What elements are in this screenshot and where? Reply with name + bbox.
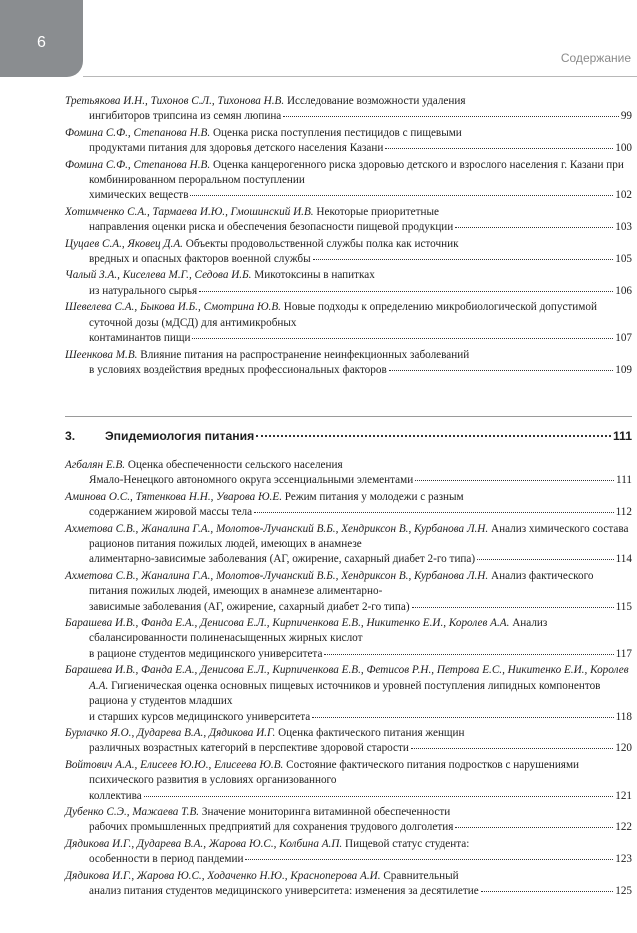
- entry-authors: Аминова О.С., Тятенкова Н.Н., Уварова Ю.Е.: [65, 490, 282, 503]
- entry-page: 120: [615, 742, 632, 755]
- dot-leader: [245, 859, 613, 860]
- toc-entry[interactable]: [65, 458, 632, 489]
- entry-title-end: Ямало-Ненецкого автономного округа эссенциальными элементами: [89, 474, 414, 487]
- entry-authors: Шевелева С.А., Быкова И.Б., Смотрина Ю.В.: [65, 301, 281, 314]
- section-page: 111: [613, 429, 632, 443]
- entry-page: 117: [615, 647, 632, 660]
- section-number: 3.: [65, 429, 76, 443]
- entry-authors: Цуцаев С.А., Яковец Д.А.: [65, 237, 183, 250]
- entry-page: 103: [615, 221, 632, 234]
- toc-entry[interactable]: [65, 726, 632, 757]
- entry-page: 100: [615, 142, 632, 155]
- entry-authors: Шеенкова М.В.: [65, 348, 138, 361]
- dot-leader: [455, 227, 613, 228]
- entry-page: 105: [615, 253, 632, 266]
- entry-title-end: рабочих промышленных предприятий для сохранения трудового долголетия: [89, 821, 454, 834]
- dot-leader: [199, 291, 613, 292]
- dot-leader: [283, 116, 619, 117]
- entry-authors: Чалый З.А., Киселева М.Г., Седова И.Б.: [65, 269, 252, 282]
- entry-title: Оценка обеспеченности сельского населения: [127, 459, 343, 471]
- dot-leader: [415, 480, 614, 481]
- entry-page: 114: [615, 553, 632, 566]
- entry-authors: Ахметова С.В., Жаналина Г.А., Молотов-Лучанский В.Б., Хендриксон В., Курбанова Л.Н.: [65, 569, 489, 582]
- entry-title-end: анализ питания студентов медицинского университета: изменения за десятилетие: [89, 884, 479, 897]
- entry-title: Новые подходы к определению микробиологической допустимой суточной дозы (мДСД) для антимикробных: [89, 301, 597, 329]
- entry-authors: Дядикова И.Г., Дударева В.А., Жарова Ю.С., Колбина А.П.: [65, 837, 343, 850]
- dot-leader: [190, 195, 613, 196]
- entry-title-end: из натурального сырья: [89, 284, 198, 297]
- entry-page: 125: [615, 884, 632, 897]
- section-divider: [65, 416, 632, 417]
- dot-leader: [313, 259, 614, 260]
- entry-authors: Фомина С.Ф., Степанова Н.В.: [65, 126, 211, 139]
- toc-list-top: [65, 94, 632, 379]
- toc-entry[interactable]: [65, 805, 632, 836]
- entry-title-end: контаминантов пищи: [89, 332, 191, 345]
- entry-title-end: зависимые заболевания (АГ, ожирение, сахарный диабет 2-го типа): [89, 600, 410, 613]
- entry-title: Оценка риска поступления пестицидов с пищевыми: [212, 126, 462, 139]
- entry-title-end: ингибиторов трипсина из семян люпина: [89, 110, 282, 123]
- toc-entry[interactable]: [65, 490, 632, 521]
- entry-authors: Дядикова И.Г., Жарова Ю.С., Ходаченко Н.Ю., Красноперова А.И.: [65, 869, 381, 882]
- entry-title-end: вредных и опасных факторов военной службы: [89, 253, 311, 266]
- dot-leader: [312, 717, 613, 718]
- entry-title: Состояние фактического питания подростков с нарушениями психического развития в условиях организованного: [89, 758, 580, 787]
- entry-title-end: и старших курсов медицинского университета: [89, 710, 311, 723]
- running-title: Содержание: [560, 51, 631, 65]
- entry-title-end: направления оценки риска и обеспечения безопасности пищевой продукции: [89, 221, 454, 234]
- entry-last-line: [89, 600, 632, 615]
- entry-title-end: особенности в период пандемии: [89, 853, 244, 866]
- dot-leader: [412, 607, 614, 608]
- toc-entry[interactable]: [65, 348, 632, 379]
- entry-last-line: [89, 220, 632, 235]
- entry-last-line: [89, 284, 632, 299]
- entry-title: Оценка фактического питания женщин: [278, 726, 465, 739]
- toc-entry[interactable]: [65, 126, 632, 157]
- entry-authors: Дубенко С.Э., Мажаева Т.В.: [65, 805, 200, 818]
- toc-entry[interactable]: [65, 569, 632, 615]
- entry-title: Режим питания у молодежи с разным: [284, 490, 464, 503]
- entry-title-end: продуктами питания для здоровья детского населения Казани: [89, 142, 384, 155]
- dot-leader: [192, 338, 613, 339]
- entry-page: 121: [615, 789, 632, 802]
- entry-last-line: [89, 141, 632, 156]
- entry-title: Анализ химического состава рационов питания пожилых людей, имеющих в анамнезе: [89, 522, 629, 551]
- dot-leader: [411, 748, 613, 749]
- entry-page: 102: [615, 189, 632, 202]
- dot-leader: [389, 370, 613, 371]
- entry-authors: Фомина С.Ф., Степанова Н.В.: [65, 158, 211, 171]
- entry-page: 111: [616, 474, 632, 487]
- toc-entry[interactable]: [65, 237, 632, 268]
- entry-title-end: содержанием жировой массы тела: [89, 506, 253, 519]
- dot-leader: [481, 891, 614, 892]
- entry-title: Пищевой статус студента:: [345, 837, 470, 850]
- entry-title: Гигиеническая оценка основных пищевых источников и уровней поступления липидных компонентов рациона у студентов младших: [89, 679, 601, 708]
- entry-title: Микотоксины в напитках: [254, 269, 375, 282]
- toc-entry[interactable]: [65, 837, 632, 868]
- section-heading[interactable]: [65, 429, 632, 443]
- dot-leader: [324, 654, 613, 655]
- dot-leader: [455, 827, 613, 828]
- entry-authors: Агбалян Е.В.: [65, 459, 126, 471]
- entry-title: Оценка канцерогенного риска здоровью детского и взрослого населения г. Казани при комбинированном пероральном поступлении: [89, 158, 624, 187]
- entry-title: Объекты продовольственной службы полка как источник: [185, 237, 459, 250]
- entry-title-end: в рационе студентов медицинского университета: [89, 647, 323, 660]
- entry-last-line: [89, 331, 632, 346]
- entry-title-end: химических веществ: [89, 189, 189, 202]
- entry-authors: Хотимченко С.А., Тармаева И.Ю., Гмошинский И.В.: [65, 205, 314, 218]
- entry-authors: Войтович А.А., Елисеев Ю.Ю., Елисеева Ю.В.: [65, 758, 284, 771]
- entry-page: 107: [615, 332, 632, 345]
- entry-authors: Барашева И.В., Фанда Е.А., Денисова Е.Л., Кирпиченкова Е.В., Никитенко Е.И., Королев А.А.: [65, 617, 510, 630]
- entry-page: 122: [615, 821, 632, 834]
- entry-last-line: [89, 188, 632, 203]
- toc-entry[interactable]: [65, 869, 632, 900]
- entry-title: Сравнительный: [383, 869, 459, 882]
- dot-leader: [254, 512, 614, 513]
- entry-last-line: [89, 552, 632, 567]
- entry-last-line: [89, 789, 632, 804]
- entry-title: Анализ фактического питания пожилых людей, имеющих в анамнезе алиментарно-: [89, 569, 594, 598]
- section-title: Эпидемиология питания: [105, 429, 255, 443]
- entry-authors: Барашева И.В., Фанда Е.А., Денисова Е.Л., Кирпиченкова Е.В., Фетисов Р.Н., Петрова Е.С., Никитенко Е.И., Королев А.А.: [65, 664, 629, 692]
- entry-authors: Бурлачко Я.О., Дударева В.А., Дядикова И.Г.: [65, 726, 276, 739]
- entry-page: 99: [620, 110, 632, 123]
- page-number-tab: [0, 0, 83, 77]
- entry-title: Исследование возможности удаления: [286, 95, 466, 107]
- entry-page: 115: [615, 600, 632, 613]
- entry-title-end: коллектива: [89, 789, 142, 802]
- toc-entry[interactable]: [65, 158, 632, 204]
- entry-last-line: [89, 109, 632, 124]
- entry-last-line: [89, 741, 632, 756]
- toc-entry[interactable]: [65, 205, 632, 236]
- entry-last-line: [89, 363, 632, 378]
- toc-entry[interactable]: [65, 522, 632, 568]
- page-number: 6: [37, 34, 46, 51]
- toc-list-bottom: [65, 458, 632, 900]
- entry-last-line: [89, 852, 632, 867]
- toc-entry[interactable]: [65, 300, 632, 346]
- entry-last-line: [89, 647, 632, 662]
- toc-entry[interactable]: [65, 94, 632, 125]
- entry-page: 123: [615, 853, 632, 866]
- entry-title: Значение мониторинга витаминной обеспеченности: [201, 805, 451, 818]
- entry-last-line: [89, 884, 632, 899]
- entry-authors: Третьякова И.Н., Тихонов С.Л., Тихонова Н.В.: [65, 95, 285, 107]
- entry-title: Анализ сбалансированности полиненасыщенных жирных кислот: [89, 617, 548, 645]
- entry-page: 112: [615, 506, 632, 519]
- toc-entry[interactable]: [65, 268, 632, 299]
- entry-last-line: [89, 252, 632, 267]
- entry-last-line: [89, 710, 632, 725]
- header-divider: [83, 76, 637, 77]
- entry-page: 118: [615, 710, 632, 723]
- toc-entry[interactable]: [65, 758, 632, 804]
- entry-title-end: в условиях воздействия вредных профессиональных факторов: [89, 363, 387, 376]
- entry-last-line: [89, 473, 632, 488]
- entry-last-line: [89, 505, 632, 520]
- entry-page: 106: [615, 284, 632, 297]
- entry-title-end: алиментарно-зависимые заболевания (АГ, ожирение, сахарный диабет 2-го типа): [89, 553, 476, 566]
- entry-title: Влияние питания на распространение неинфекционных заболеваний: [140, 348, 470, 361]
- entry-title-end: различных возрастных категорий в перспективе здоровой старости: [89, 742, 409, 755]
- toc-entry[interactable]: [65, 616, 632, 662]
- dot-leader: [256, 435, 611, 437]
- dot-leader: [144, 796, 614, 797]
- toc-entry[interactable]: [65, 663, 632, 725]
- entry-authors: Ахметова С.В., Жаналина Г.А., Молотов-Лучанский В.Б., Хендриксон В., Курбанова Л.Н.: [65, 522, 489, 535]
- entry-last-line: [89, 820, 632, 835]
- dot-leader: [385, 148, 613, 149]
- dot-leader: [477, 559, 614, 560]
- entry-page: 109: [615, 363, 632, 376]
- entry-title: Некоторые приоритетные: [316, 205, 439, 218]
